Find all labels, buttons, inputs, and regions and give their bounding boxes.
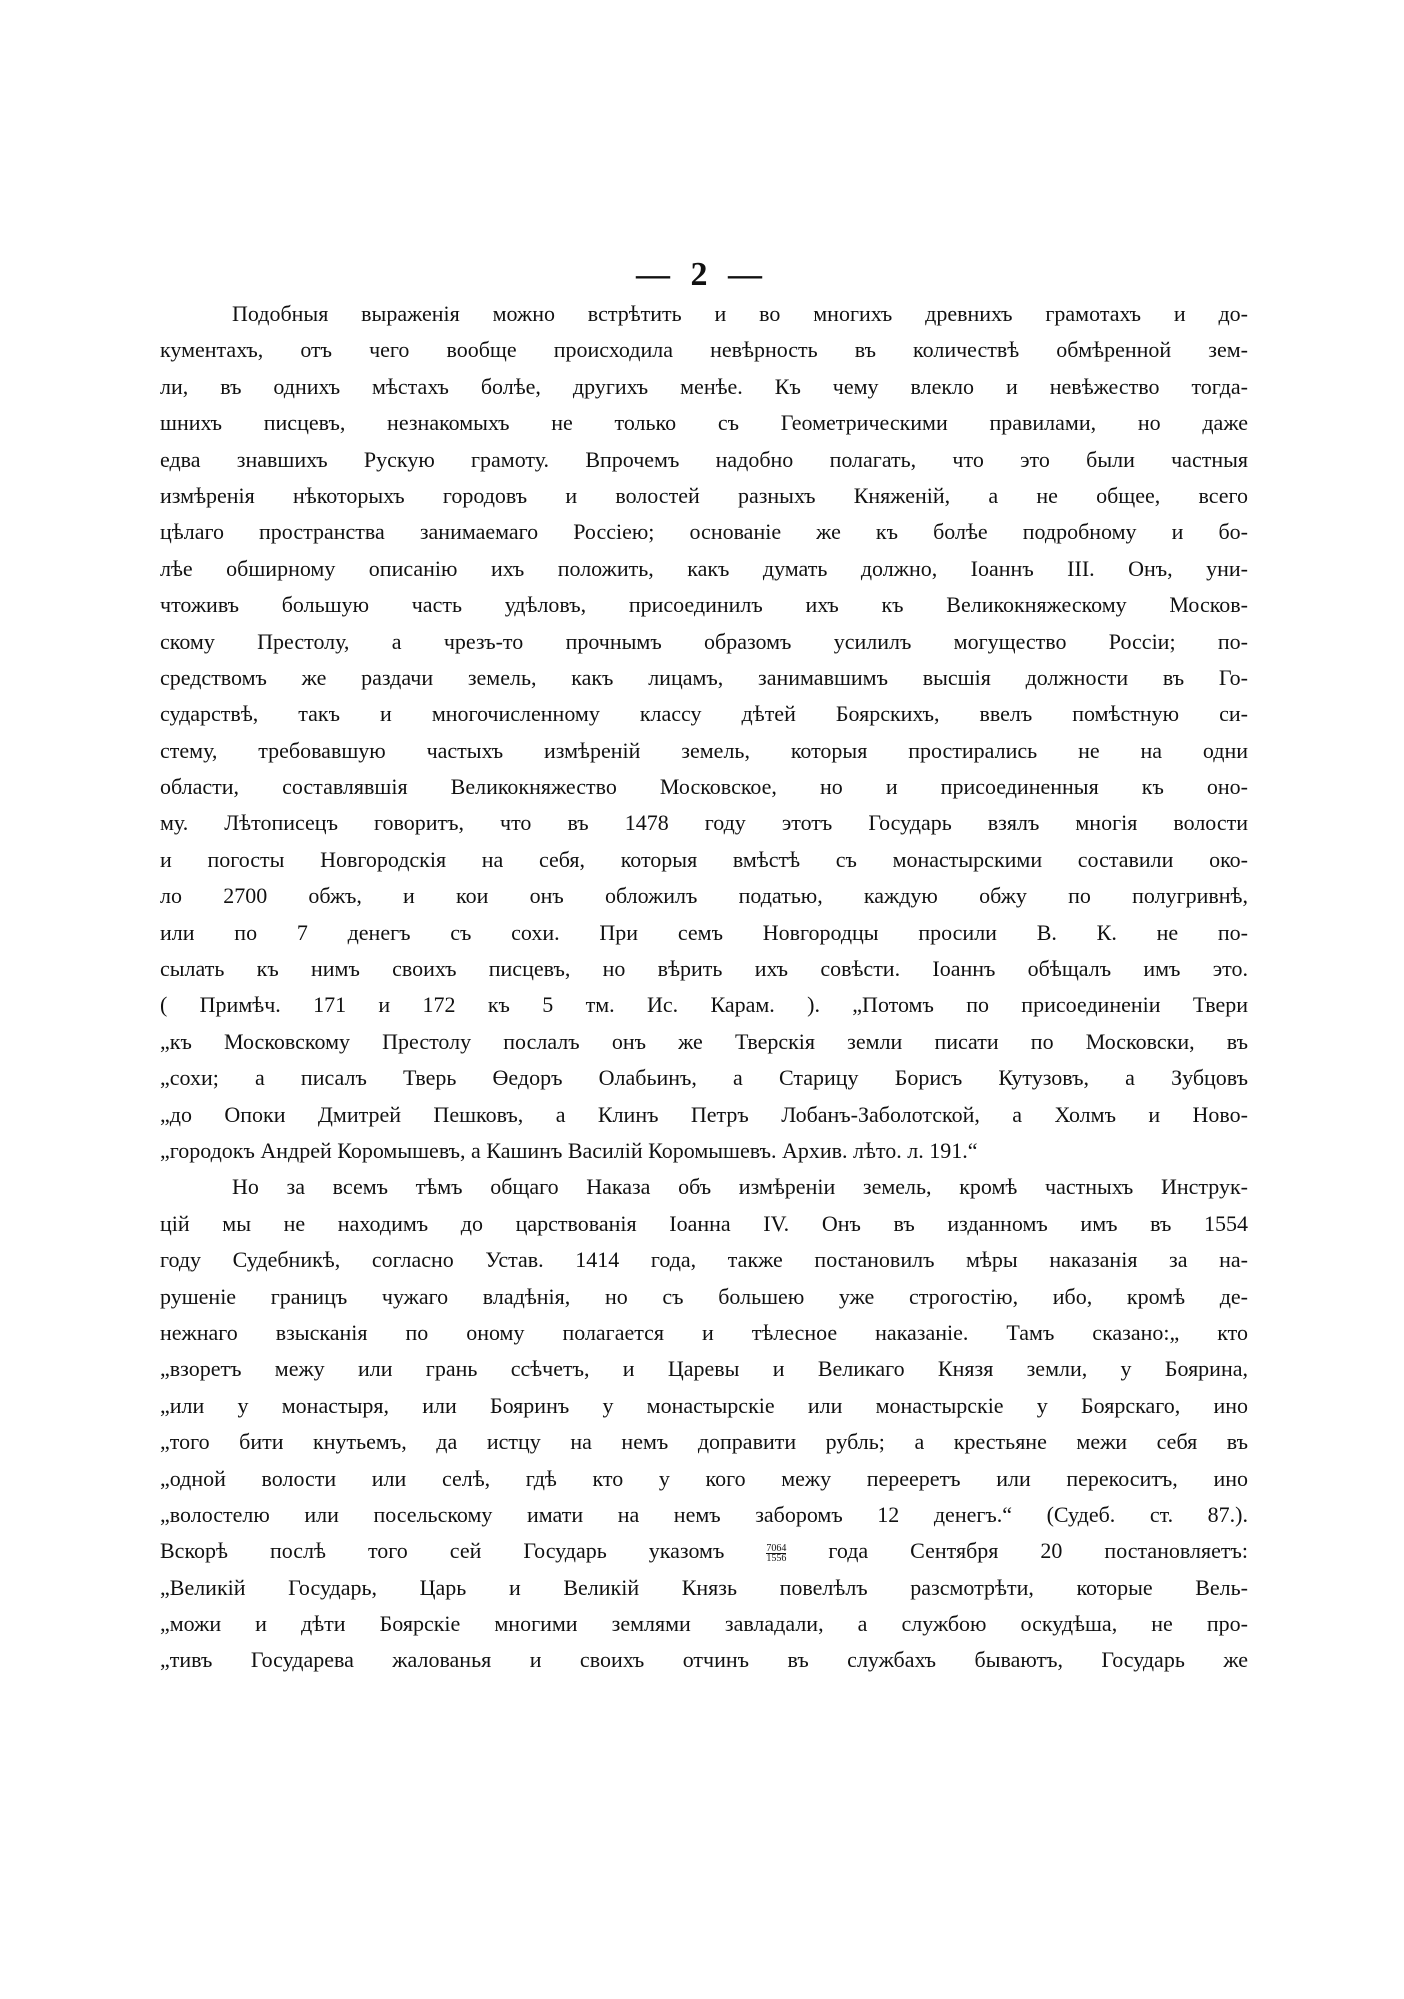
text-line: нежнаго взысканія по оному полагается и тѣлесное наказаніе. Тамъ сказано:„ кто [160,1319,1248,1345]
text-line: едва знавшихъ Рускую грамоту. Впрочемъ надобно полагать, что это были частныя [160,446,1248,472]
text-line: ли, въ однихъ мѣстахъ болѣе, другихъ менѣе. Къ чему влекло и невѣжество тогда- [160,373,1248,399]
text-line: „того бити кнутьемъ, да истцу на немъ доправити рубль; а крестьяне межи себя въ [160,1429,1248,1455]
text-line: измѣренія нѣкоторыхъ городовъ и волостей разныхъ Княженій, а не общее, всего [160,482,1248,508]
text-line: „одной волости или селѣ, гдѣ кто у кого межу перееретъ или перекоситъ, ино [160,1465,1248,1491]
text-line: шнихъ писцевъ, незнакомыхъ не только съ Геометрическими правилами, но даже [160,410,1248,436]
text-line: „можи и дѣти Боярскіе многими землями завладали, а службою оскудѣша, не про- [160,1611,1248,1637]
text-line: Подобныя выраженія можно встрѣтить и во многихъ древнихъ грамотахъ и до- [232,301,1248,326]
text-line: „до Опоки Дмитрей Пешковъ, а Клинъ Петръ Лобанъ-Заболотской, а Холмъ и Ново- [160,1101,1248,1127]
text-line: скому Престолу, а чрезъ-то прочнымъ образомъ усилилъ могущество Россіи; по- [160,628,1248,654]
fraction-top: 7064 [766,1542,787,1554]
text-line: и погосты Новгородскія на себя, которыя вмѣстѣ съ монастырскими составили око- [160,846,1248,872]
text-line: стему, требовавшую частыхъ измѣреній земель, которыя простирались не на одни [160,737,1248,763]
text-line: „сохи; а писалъ Тверь Өедоръ Олабьинъ, а Старицу Борисъ Кутузовъ, а Зубцовъ [160,1065,1248,1091]
text-line: Но за всемъ тѣмъ общаго Наказа объ измѣреніи земель, кромѣ частныхъ Инструк- [232,1174,1248,1200]
text-line: „волостелю или посельскому имати на немъ заборомъ 12 денегъ.“ (Судеб. ст. 87.). [160,1501,1248,1527]
text-line: сударствѣ, такъ и многочисленному классу дѣтей Боярскихъ, ввелъ помѣстную си- [160,701,1248,727]
text-line: лѣе обширному описанію ихъ положить, какъ думать должно, Іоаннъ III. Онъ, уни- [160,555,1248,581]
text-line: Вскорѣ послѣ того сей Государь указомъ $\frac{7064}{1556}$ года Сентября 20 постановляетъ: [160,1538,1248,1564]
text-line: цѣлаго пространства занимаемаго Россіею; основаніе же къ болѣе подробному и бо- [160,519,1248,545]
text-line: кументахъ, отъ чего вообще происходила невѣрность въ количествѣ обмѣренной зем- [160,337,1248,363]
text-line: рушеніе границъ чужаго владѣнія, но съ большею уже строгостію, ибо, кромѣ де- [160,1283,1248,1309]
body-text [160,296,1248,1679]
decree-year-fraction [766,1544,786,1563]
text-line: „тивъ Государева жалованья и своихъ отчинъ въ службахъ бываютъ, Государь же [160,1647,1248,1673]
text-line: „или у монастыря, или Бояринъ у монастырскіе или монастырскіе у Боярскаго, ино [160,1392,1248,1418]
text-line: „взоретъ межу или грань ссѣчетъ, и Царевы и Великаго Князя земли, у Боярина, [160,1356,1248,1382]
text-line: ( Примѣч. 171 и 172 къ 5 тм. Ис. Карам. ). „Потомъ по присоединеніи Твери [160,992,1248,1018]
text-line: или по 7 денегъ съ сохи. При семъ Новгородцы просили В. К. не по- [160,919,1248,945]
text-line: му. Лѣтописецъ говоритъ, что въ 1478 году этотъ Государь взялъ многія волости [160,810,1248,836]
text-line: „Великій Государь, Царь и Великій Князь повелѣлъ разсмотрѣти, которые Вель- [160,1574,1248,1600]
text-line: году Судебникѣ, согласно Устав. 1414 года, также постановилъ мѣры наказанія за на- [160,1247,1248,1273]
text-line: ло 2700 обжъ, и кои онъ обложилъ податью, каждую обжу по полугривнѣ, [160,883,1248,909]
text-line: средствомъ же раздачи земель, какъ лицамъ, занимавшимъ высшія должности въ Го- [160,664,1248,690]
page-number: — 2 — [636,256,768,293]
text-line: области, составлявшія Великокняжество Московское, но и присоединенныя къ оно- [160,774,1248,800]
text-line: „городокъ Андрей Коромышевъ, а Кашинъ Василій Коромышевъ. Архив. лѣто. л. 191.“ [160,1137,978,1163]
text-line: чтоживъ большую часть удѣловъ, присоединилъ ихъ къ Великокняжескому Москов- [160,592,1248,618]
text-line: цій мы не находимъ до царствованія Іоанна IV. Онъ въ изданномъ имъ въ 1554 [160,1210,1248,1236]
text-line: „къ Московскому Престолу послалъ онъ же Тверскія земли писати по Московски, въ [160,1028,1248,1054]
text-line: сылать къ нимъ своихъ писцевъ, но вѣрить ихъ совѣсти. Іоаннъ обѣщалъ имъ это. [160,956,1248,982]
fraction-bottom: 1556 [766,1552,787,1564]
